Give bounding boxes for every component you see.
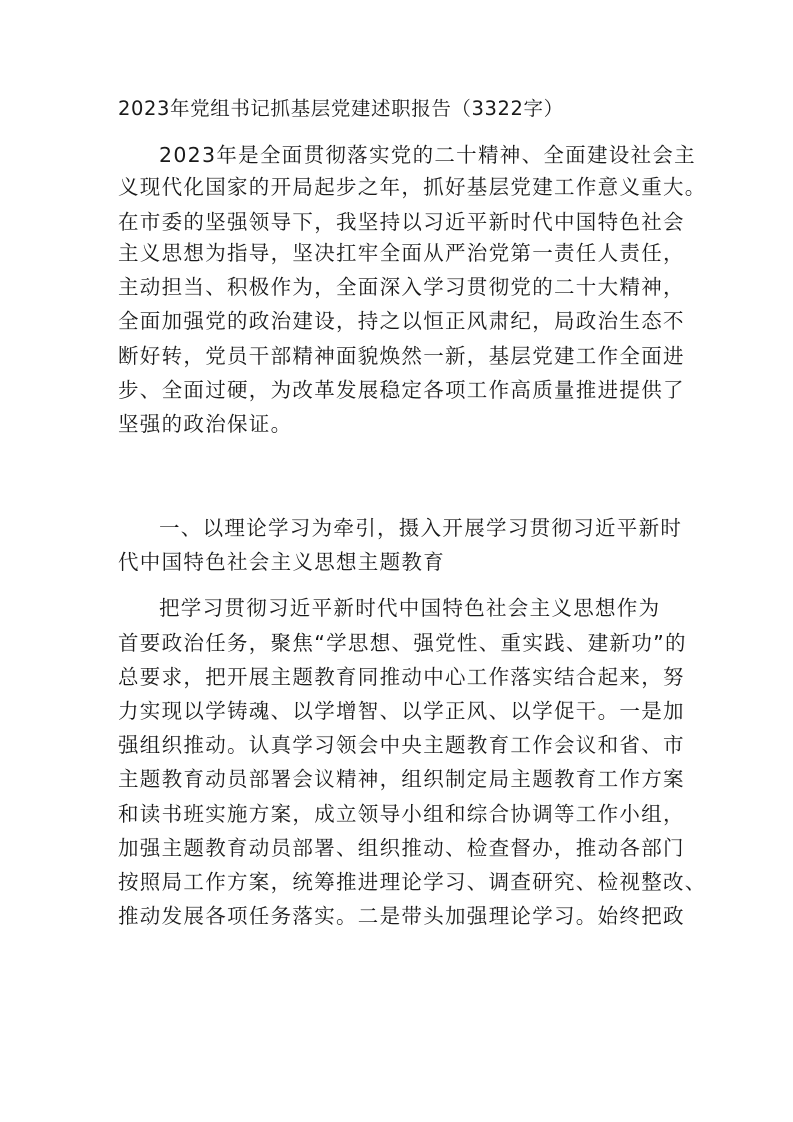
intro-line-7: 断好转，党员干部精神面貌焕然一新，基层党建工作全面进	[118, 344, 685, 368]
intro-line-3: 在市委的坚强领导下，我坚持以习近平新时代中国特色社会	[118, 210, 685, 234]
section-heading-line-1: 一、以理论学习为牵引，摄入开展学习贯彻习近平新时	[159, 516, 683, 540]
section-body-line-2: 首要政治任务，聚焦“学思想、强党性、重实践、建新功”的	[118, 631, 687, 655]
intro-line-8: 步、全面过硬，为改革发展稳定各项工作高质量推进提供了	[118, 378, 685, 402]
intro-line-5: 主动担当、积极作为，全面深入学习贯彻党的二十大精神，	[118, 275, 685, 299]
section-body-line-8: 加强主题教育动员部署、组织推动、检查督办，推动各部门	[118, 836, 685, 860]
section-body-line-9: 按照局工作方案，统筹推进理论学习、调查研究、检视整改、	[118, 870, 707, 894]
intro-line-4: 主义思想为指导，坚决扛牢全面从严治党第一责任人责任，	[118, 241, 685, 265]
section-body-line-10: 推动发展各项任务落实。二是带头加强理论学习。始终把政	[118, 904, 685, 928]
intro-line-9: 坚强的政治保证。	[118, 412, 293, 436]
section-heading-line-2: 代中国特色社会主义思想主题教育	[118, 550, 445, 574]
section-body-line-1: 把学习贯彻习近平新时代中国特色社会主义思想作为	[159, 596, 661, 620]
section-body-line-4: 力实现以学铸魂、以学增智、以学正风、以学促干。一是加	[118, 699, 685, 723]
section-body-line-6: 主题教育动员部署会议精神，组织制定局主题教育工作方案	[118, 767, 685, 791]
document-title: 2023年党组书记抓基层党建述职报告（3322字）	[118, 97, 564, 120]
intro-line-6: 全面加强党的政治建设，持之以恒正风肃纪，局政治生态不	[118, 309, 685, 333]
intro-line-1: 2023年是全面贯彻落实党的二十精神、全面建设社会主	[159, 143, 696, 167]
section-body-line-5: 强组织推动。认真学习领会中央主题教育工作会议和省、市	[118, 733, 685, 757]
section-body-line-3: 总要求，把开展主题教育同推动中心工作落实结合起来，努	[118, 665, 685, 689]
intro-line-2: 义现代化国家的开局起步之年，抓好基层党建工作意义重大。	[118, 175, 707, 199]
section-body-line-7: 和读书班实施方案，成立领导小组和综合协调等工作小组，	[118, 802, 685, 826]
